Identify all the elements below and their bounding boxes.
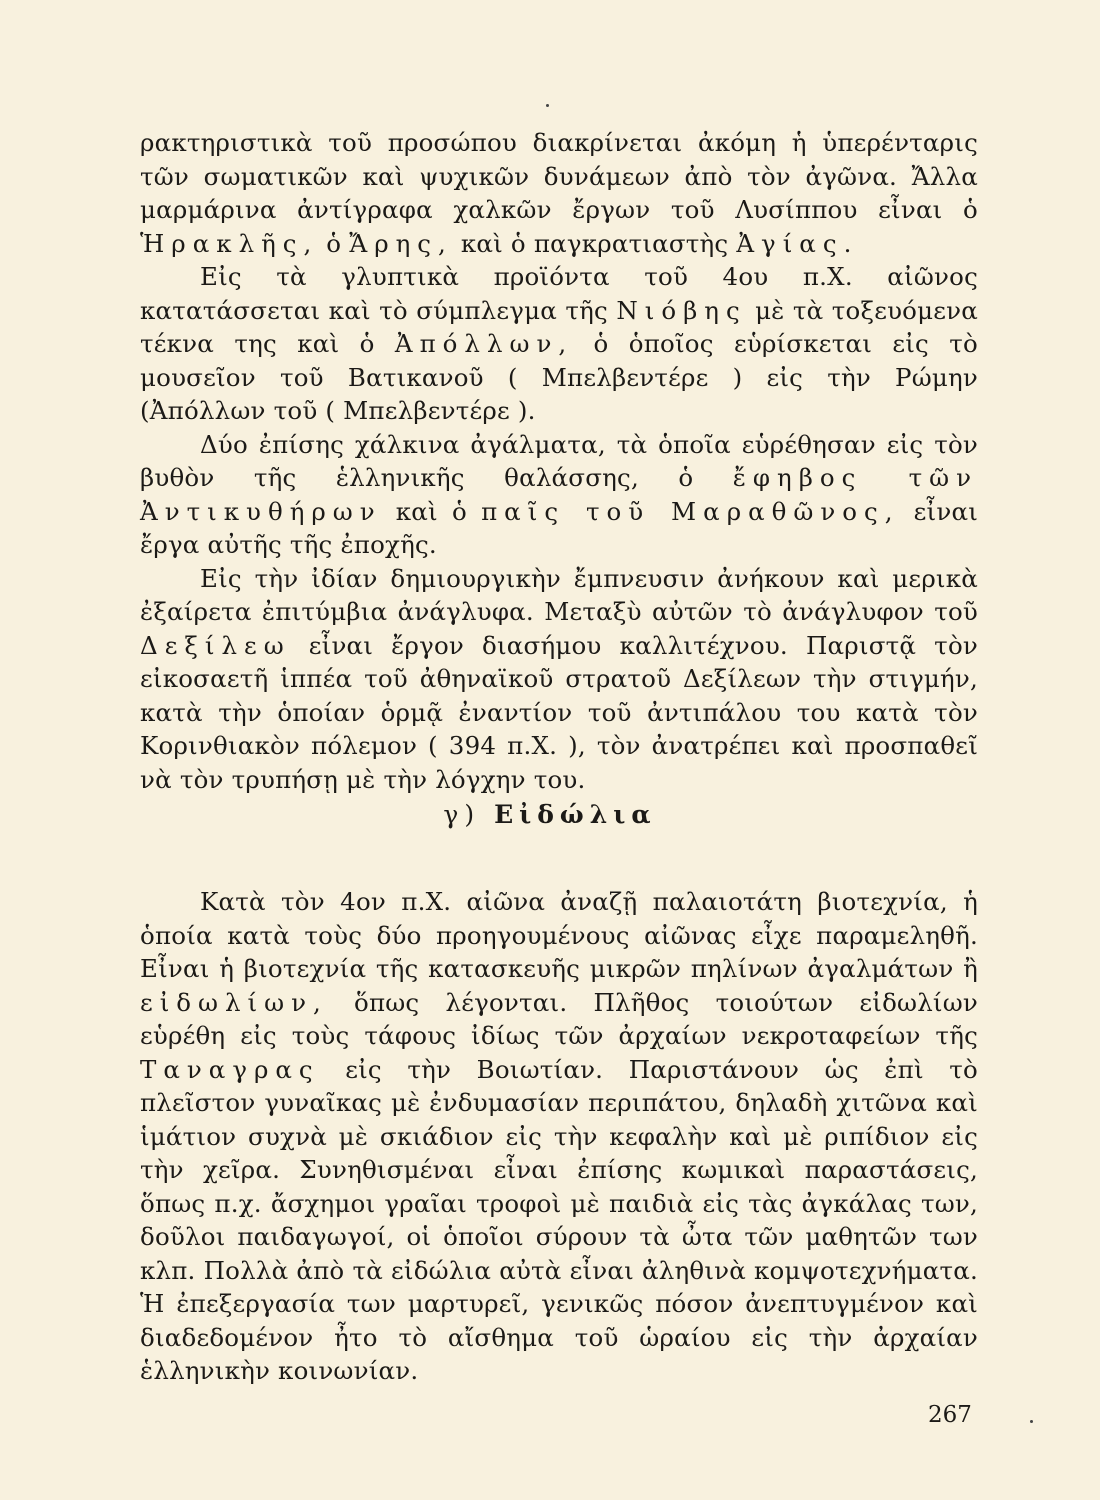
emphasized-name: Δεξίλεω: [140, 630, 291, 660]
paragraph-2: Εἰς τὰ γλυπτικὰ προϊόντα τοῦ 4ου π.Χ. αἰῶνος κατατάσσεται καὶ τὸ σύμπλεγμα τῆς Νιόβης μὲ τὰ τοξευόμενα τέκνα της καὶ ὁ Ἀπόλλων, ὁ ὁποῖος εὑρίσκεται εἰς τὸ μουσεῖον τοῦ Βατικανοῦ ( Μπελβεντέρε ) εἰς τὴν Ρώμην (Ἀπόλλων τοῦ ( Μπελβεντέρε ).: [140, 262, 978, 425]
emphasized-name: Ἡρακλῆς,: [140, 228, 319, 258]
emphasized-name: ἔφηβος τῶν Ἀντικυθήρων: [140, 463, 978, 526]
paragraph-4: Εἰς τὴν ἰδίαν δημιουργικὴν ἔμπνευσιν ἀνήκουν καὶ μερικὰ ἐξαίρετα ἐπιτύμβια ἀνάγλυφα. Μεταξὺ αὐτῶν τὸ ἀνάγλυφον τοῦ Δεξίλεω εἶναι ἔργον διασήμου καλλιτέχνου. Παριστᾷ τὸν εἰκοσαετῆ ἱππέα τοῦ ἀθηναϊκοῦ στρατοῦ Δεξίλεων τὴν στιγμήν, κατὰ τὴν ὁποίαν ὁρμᾷ ἐναντίον τοῦ ἀντιπάλου του κατὰ τὸν Κορινθιακὸν πόλεμον ( 394 π.Χ. ), τὸν ἀνατρέπει καὶ προσπαθεῖ νὰ τὸν τρυπήσῃ μὲ τὴν λόγχην του.: [140, 563, 978, 794]
emphasized-name: εἰδωλίων,: [140, 987, 328, 1017]
emphasized-name: Ἀγίας.: [736, 228, 859, 258]
paragraph-3: Δύο ἐπίσης χάλκινα ἀγάλματα, τὰ ὁποῖα εὑρέθησαν εἰς τὸν βυθὸν τῆς ἑλληνικῆς θαλάσσης, ὁ ἔφηβος τῶν Ἀντικυθήρων καὶ ὁ παῖς τοῦ Μαραθῶνος, εἶναι ἔργα αὐτῆς τῆς ἐποχῆς.: [140, 429, 978, 559]
section-marker: γ): [443, 800, 481, 829]
print-speck: [546, 104, 549, 107]
emphasized-name: παῖς τοῦ Μαραθῶνος,: [481, 496, 900, 526]
page-number: 267: [928, 1402, 972, 1428]
emphasized-name: Ἄρης,: [349, 228, 453, 258]
paragraph-1: ρακτηριστικὰ τοῦ προσώπου διακρίνεται ἀκόμη ἡ ὑπερένταρις τῶν σωματικῶν καὶ ψυχικῶν δυνάμεων ἀπὸ τὸν ἀγῶνα. Ἄλλα μαρμάρινα ἀντίγραφα χαλκῶν ἔργων τοῦ Λυσίππου εἶναι ὁ Ἡρακλῆς, ὁ Ἄρης, καὶ ὁ παγκρατιαστὴς Ἀγίας.: [140, 128, 978, 258]
section-title: Εἰδώλια: [494, 800, 657, 829]
body-text-lower: [140, 885, 978, 1388]
emphasized-name: Νιόβης: [616, 295, 747, 325]
print-speck: [1030, 1420, 1033, 1423]
body-text-upper: [140, 126, 978, 796]
emphasized-name: Ἀπόλλων,: [394, 329, 574, 358]
paragraph-5: Κατὰ τὸν 4ον π.Χ. αἰῶνα ἀναζῇ παλαιοτάτη βιοτεχνία, ἡ ὁποία κατὰ τοὺς δύο προηγουμένους αἰῶνας εἶχε παραμεληθῆ. Εἶναι ἡ βιοτεχνία τῆς κατασκευῆς μικρῶν πηλίνων ἀγαλμάτων ἢ εἰδωλίων, ὅπως λέγονται. Πλῆθος τοιούτων εἰδωλίων εὑρέθη εἰς τοὺς τάφους ἰδίως τῶν ἀρχαίων νεκροταφείων τῆς Ταναγρας εἰς τὴν Βοιωτίαν. Παριστάνουν ὡς ἐπὶ τὸ πλεῖστον γυναῖκας μὲ ἐνδυμασίαν περιπάτου, δηλαδὴ χιτῶνα καὶ ἱμάτιον συχνὰ μὲ σκιάδιον εἰς τὴν κεφαλὴν καὶ μὲ ριπίδιον εἰς τὴν χεῖρα. Συνηθισμέναι εἶναι ἐπίσης κωμικαὶ παραστάσεις, ὅπως π.χ. ἄσχημοι γραῖαι τροφοὶ μὲ παιδιὰ εἰς τὰς ἀγκάλας των, δοῦλοι παιδαγωγοί, οἱ ὁποῖοι σύρουν τὰ ὦτα τῶν μαθητῶν των κλπ. Πολλὰ ἀπὸ τὰ εἰδώλια αὐτὰ εἶναι ἀληθινὰ κομψοτεχνήματα. Ἡ ἐπεξεργασία των μαρτυρεῖ, γενικῶς πόσον ἀνεπτυγμένον καὶ διαδεδομένον ἦτο τὸ αἴσθημα τοῦ ὡραίου εἰς τὴν ἀρχαίαν ἑλληνικὴν κοινωνίαν.: [140, 887, 978, 1385]
emphasized-name: Ταναγρας: [140, 1054, 320, 1084]
section-heading: [0, 800, 1100, 829]
